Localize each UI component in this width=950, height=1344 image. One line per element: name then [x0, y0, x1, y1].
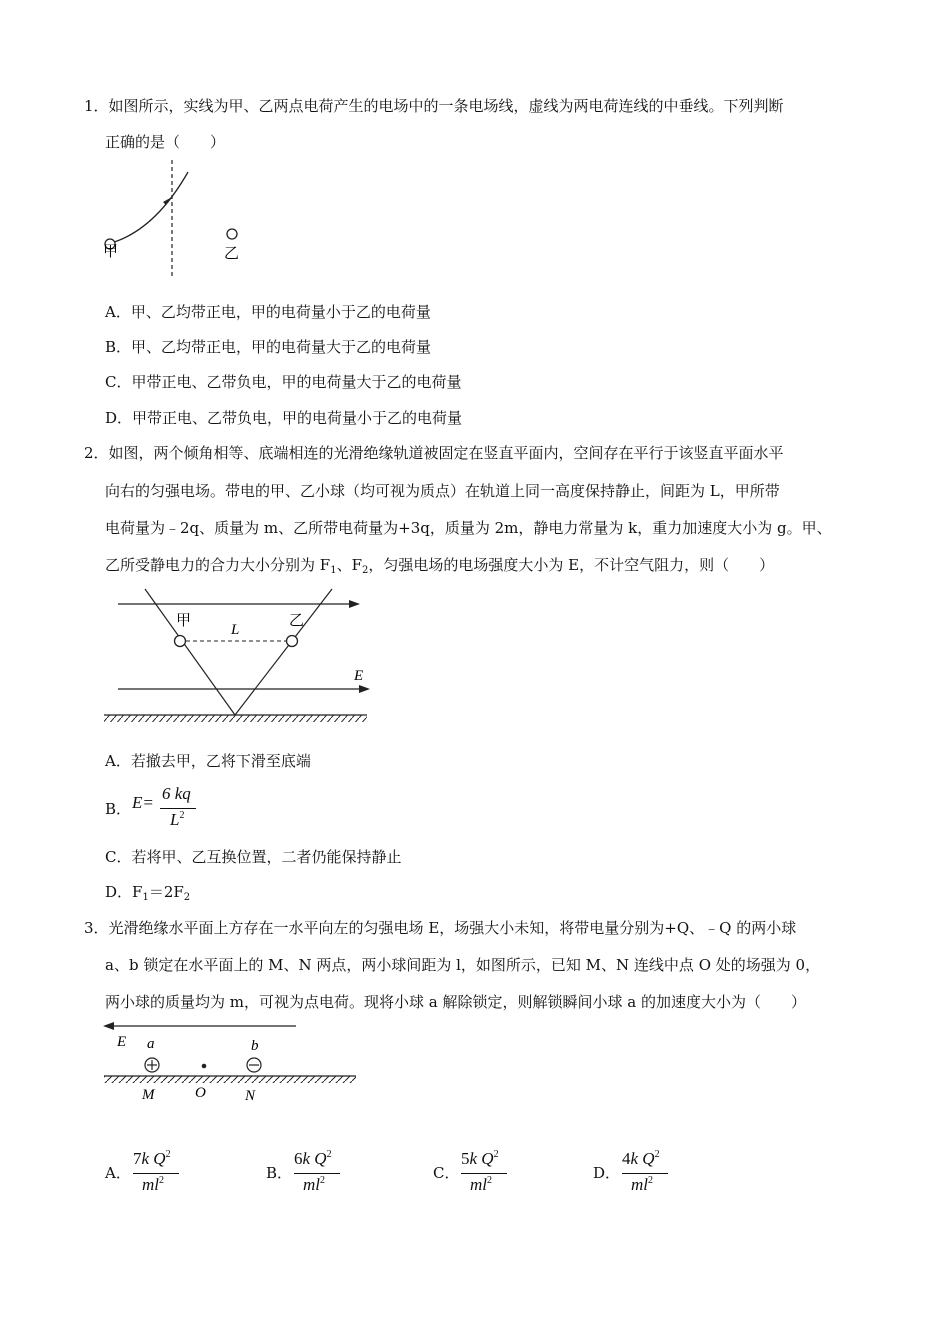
q1-stem-line1: 1．如图所示，实线为甲、乙两点电荷产生的电场中的一条电场线，虚线为两电荷连线的中垂线。下列判断: [84, 97, 784, 115]
electric-field-line: [111, 172, 188, 243]
q1-option-c: C．甲带正电、乙带负电，甲的电荷量大于乙的电荷量: [105, 373, 462, 391]
q1-stem-line2: 正确的是（ ）: [105, 133, 226, 151]
q3-option-a-label: A．: [105, 1164, 131, 1182]
q3-figure: [100, 1018, 360, 1108]
q2-option-d: D．$F_1=2F_2$: [105, 883, 191, 903]
label-jia: 甲: [103, 244, 119, 260]
q1-figure: [100, 160, 250, 280]
q3-option-d-label: D．: [593, 1164, 621, 1182]
q3-option-a-formula: 7k $Q^2$ $ml^2$: [133, 1146, 188, 1198]
charge-yi: [227, 229, 237, 239]
q2-stem-line3: 电荷量为﹣2q、质量为 m、乙所带电荷量为+3q，质量为 2m，静电力常量为 k，重力加速度大小为 g。甲、: [105, 519, 832, 537]
q2-option-a: A．若撤去甲，乙将下滑至底端: [105, 752, 311, 770]
q3-stem-line1: 3．光滑绝缘水平面上方存在一水平向左的匀强电场 E，场强大小未知，将带电量分别为+Q、﹣Q 的两小球: [84, 919, 797, 937]
field-arrow-bottom: [359, 685, 370, 693]
ground-hatch: [104, 715, 367, 722]
field-arrow-left: [103, 1022, 114, 1030]
q3-stem-line2: a、b 锁定在水平面上的 M、N 两点，两小球间距为 l，如图所示，已知 M、N 连线中点 O 处的场强为 0，: [105, 956, 821, 974]
label-field: E: [354, 668, 364, 684]
label-yi: 乙: [224, 246, 240, 262]
ground-hatch: [104, 1076, 356, 1083]
label-e: E: [117, 1034, 127, 1050]
field-arrow-top: [349, 600, 360, 608]
label-m: M: [142, 1087, 155, 1103]
q3-option-c-formula: 5k $Q^2$ $ml^2$: [461, 1146, 516, 1198]
q1-option-b: B．甲、乙均带正电，甲的电荷量大于乙的电荷量: [105, 338, 432, 356]
q3-option-b-label: B．: [266, 1164, 293, 1182]
q2-stem-line4: 乙所受静电力的合力大小分别为 $F_1$、$F_2$，匀强电场的电场强度大小为 E，不计空气阻力，则（ ）: [105, 556, 775, 576]
q3-option-c-label: C．: [433, 1164, 460, 1182]
label-a: a: [147, 1036, 155, 1052]
track-left: [145, 589, 235, 715]
q2-stem-line2: 向右的匀强电场。带电的甲、乙小球（均可视为质点）在轨道上同一高度保持静止，间距为 L，甲所带: [105, 482, 780, 500]
label-n: N: [245, 1088, 256, 1104]
q2-stem-line1: 2．如图，两个倾角相等、底端相连的光滑绝缘轨道被固定在竖直平面内，空间存在平行于该竖直平面水平: [84, 444, 784, 462]
q2-figure: [100, 582, 375, 722]
label-jia: 甲: [176, 613, 192, 629]
label-yi: 乙: [289, 613, 305, 629]
ball-yi: [287, 636, 298, 647]
midpoint-dot: [202, 1064, 207, 1069]
ball-jia: [175, 636, 186, 647]
q1-option-d: D．甲带正电、乙带负电，甲的电荷量小于乙的电荷量: [105, 409, 463, 427]
label-b: b: [251, 1038, 259, 1054]
track-right: [235, 589, 332, 715]
label-o: O: [195, 1085, 206, 1101]
q3-stem-line3: 两小球的质量均为 m，可视为点电荷。现将小球 a 解除锁定，则解锁瞬间小球 a 的加速度大小为（ ）: [105, 993, 806, 1011]
field-direction-arrow: [163, 197, 172, 205]
q2-option-c: C．若将甲、乙互换位置，二者仍能保持静止: [105, 848, 402, 866]
q2-option-b-formula: E= 6 kq $L^2$: [132, 784, 202, 834]
q1-option-a: A．甲、乙均带正电，甲的电荷量小于乙的电荷量: [105, 303, 431, 321]
label-distance: L: [231, 622, 240, 638]
q3-option-b-formula: 6k $Q^2$ $ml^2$: [294, 1146, 349, 1198]
q2-option-b-label: B．: [105, 800, 132, 818]
q3-option-d-formula: 4k $Q^2$ $ml^2$: [622, 1146, 677, 1198]
